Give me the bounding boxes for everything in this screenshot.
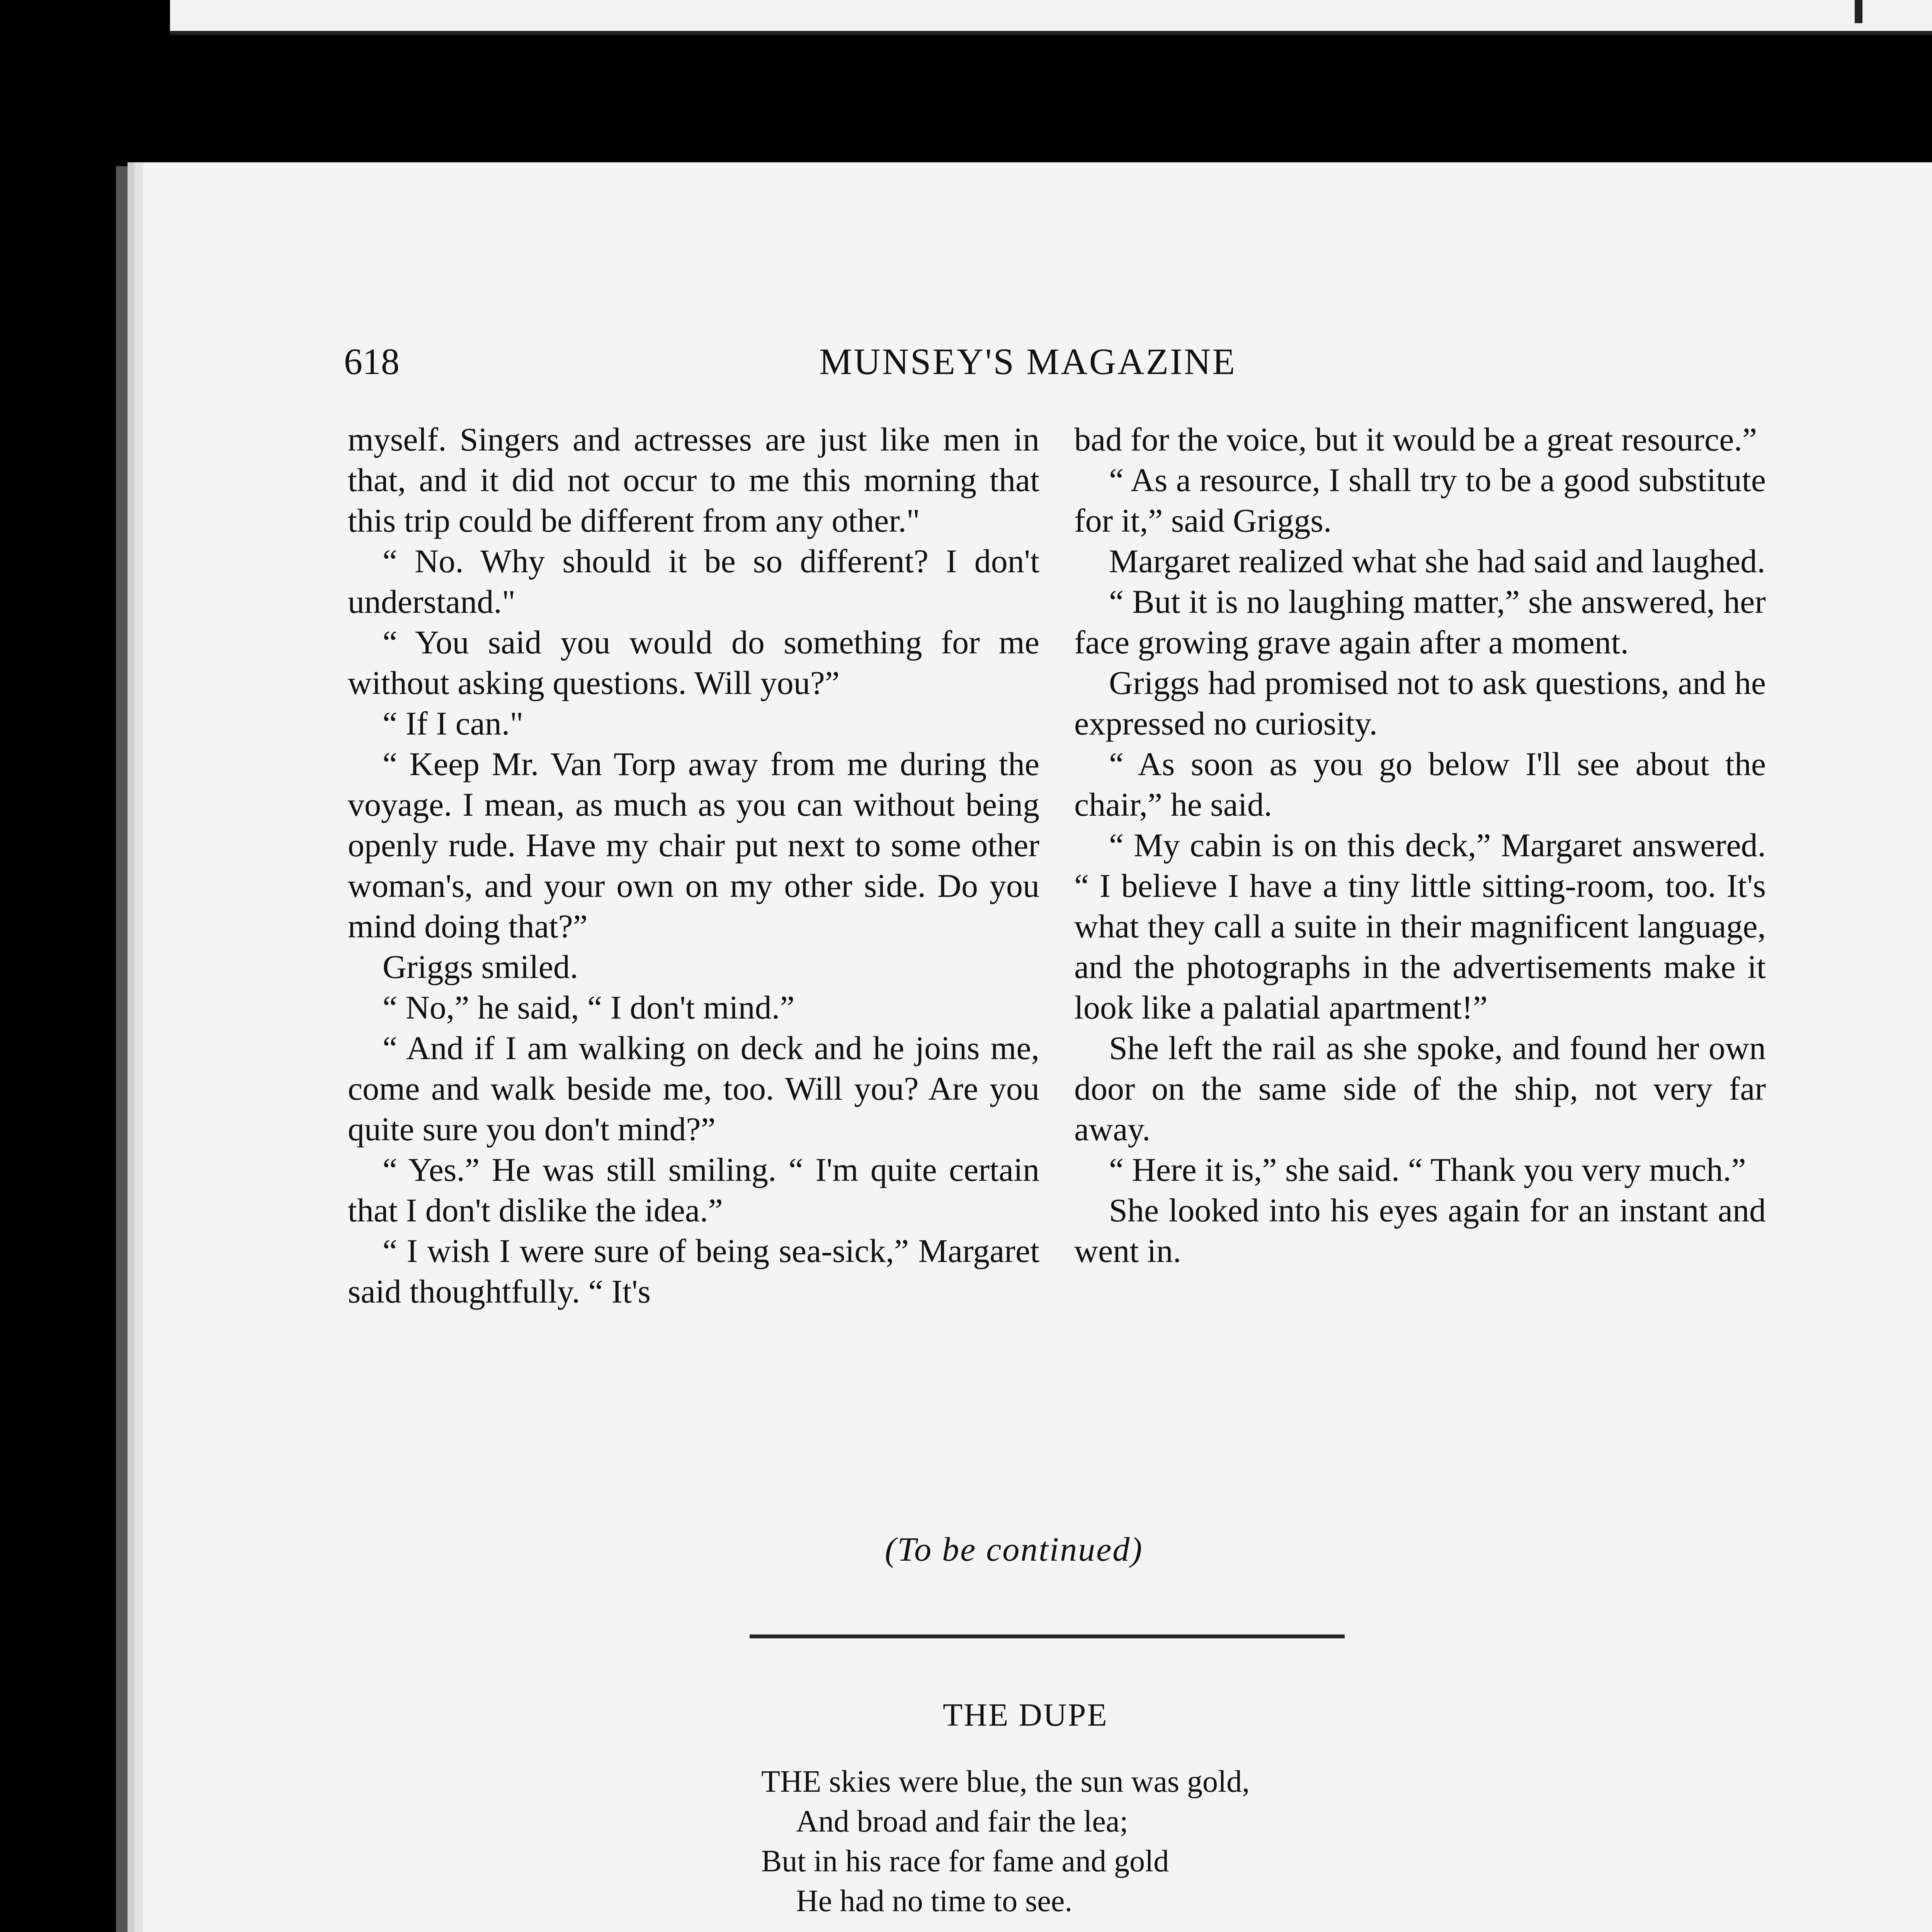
- previous-page-edge: [170, 0, 1932, 35]
- page-number: 618: [344, 341, 400, 382]
- paragraph: Griggs smiled.: [383, 948, 578, 985]
- paragraph: She left the rail as she spoke, and found her own door on the same side of the ship, not very far away.: [1074, 1029, 1766, 1148]
- magazine-title: MUNSEY'S MAGAZINE: [819, 341, 1236, 382]
- paragraph: “ If I can.": [383, 705, 524, 742]
- paragraph: “ I wish I were sure of being sea-sick,” Margaret said thoughtfully. “ It's: [348, 1232, 1039, 1310]
- previous-page-corner: [1855, 0, 1862, 23]
- page-header: [344, 340, 1302, 394]
- paragraph: “ As a resource, I shall try to be a good substitute for it,” said Griggs.: [1074, 461, 1766, 539]
- poem-line: And broad and fair the lea;: [796, 1804, 1128, 1838]
- left-text-column: [348, 419, 1039, 1312]
- paragraph: She looked into his eyes again for an instant and went in.: [1074, 1192, 1766, 1269]
- to-be-continued-note: (To be continued): [885, 1531, 1143, 1568]
- poem-line: He had no time to see.: [796, 1884, 1073, 1918]
- paragraph: “ My cabin is on this deck,” Margaret answered. “ I believe I have a tiny little sitting-room, too. It's what they call a suite in their magnificent language, and the photographs in the advertisements make it look like a palatial apartment!”: [1074, 827, 1766, 1026]
- right-text-column: [1074, 419, 1766, 1271]
- paragraph: “ As soon as you go below I'll see about the chair,” he said.: [1074, 745, 1766, 823]
- paragraph: myself. Singers and actresses are just like men in that, and it did not occur to me this morning that this trip could be different from any other.": [348, 421, 1039, 539]
- paragraph: “ Yes.” He was still smiling. “ I'm quite certain that I don't dislike the idea.”: [348, 1151, 1039, 1229]
- paragraph: “ You said you would do something for me without asking questions. Will you?”: [348, 624, 1039, 701]
- paragraph: bad for the voice, but it would be a great resource.”: [1074, 421, 1757, 458]
- poem-body: [761, 1762, 1573, 1932]
- paragraph: “ No. Why should it be so different? I don't understand.": [348, 543, 1039, 620]
- poem-line: But in his race for fame and gold: [761, 1844, 1169, 1878]
- paragraph: Griggs had promised not to ask questions, and he expressed no curiosity.: [1074, 664, 1766, 742]
- paragraph: “ No,” he said, “ I don't mind.”: [383, 989, 795, 1026]
- poem-stanza: [761, 1762, 1573, 1921]
- section-divider: [750, 1634, 1345, 1638]
- paragraph: “ But it is no laughing matter,” she answered, her face growing grave again after a moment.: [1074, 583, 1766, 661]
- paragraph: Margaret realized what she had said and laughed.: [1109, 543, 1765, 580]
- poem-title: THE DUPE: [943, 1697, 1108, 1733]
- paragraph: “ And if I am walking on deck and he joins me, come and walk beside me, too. Will you? Are you quite sure you don't mind?”: [348, 1029, 1039, 1148]
- paragraph: “ Here it is,” she said. “ Thank you very much.”: [1109, 1151, 1746, 1188]
- poem-line: THE skies were blue, the sun was gold,: [761, 1765, 1250, 1799]
- paragraph: “ Keep Mr. Van Torp away from me during the voyage. I mean, as much as you can without being openly rude. Have my chair put next to some other woman's, and your own on my other side. Do you mind doing that?”: [348, 745, 1039, 945]
